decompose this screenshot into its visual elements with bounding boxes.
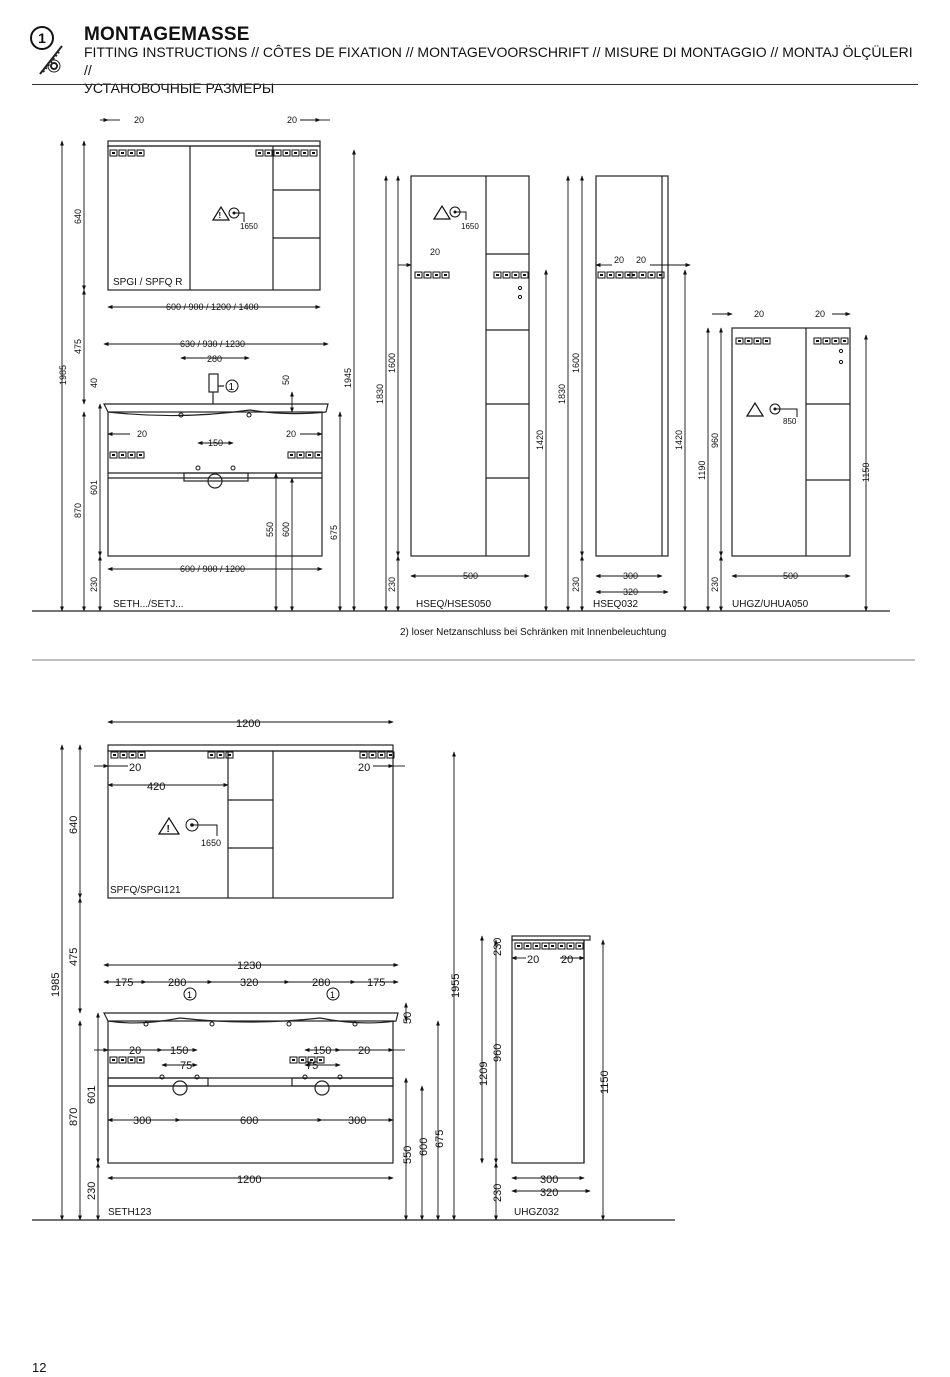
dim-text: 20	[358, 1045, 371, 1057]
dim-text: 600 / 900 / 1200 / 1400	[166, 302, 259, 312]
dim-text: 1420	[674, 429, 684, 450]
cabinet-label: SPFQ/SPGI121	[110, 885, 181, 896]
dim-text: 320	[240, 977, 259, 989]
dim-text: 20	[561, 954, 574, 966]
dim-text: 601	[86, 1085, 98, 1104]
mirror-cabinet-1200-outline	[108, 751, 393, 898]
mid-cabinet-outline	[732, 328, 850, 556]
dim-text: 870	[73, 502, 83, 518]
dim-text: 20	[129, 762, 142, 774]
dim-text: 1200	[237, 1174, 262, 1186]
dim-text: 40	[89, 377, 99, 388]
dim-text: 20	[137, 429, 148, 439]
dim-text: 500	[463, 571, 479, 581]
svg-text:!: !	[166, 824, 170, 835]
dim-text: 600	[281, 521, 291, 537]
dim-text: 1190	[697, 460, 707, 480]
dim-text: 550	[402, 1145, 414, 1164]
dim-text: 1985	[58, 364, 68, 385]
dim-text: 300	[623, 571, 639, 581]
dim-text: 175	[367, 977, 386, 989]
dim-text: 420	[147, 781, 166, 793]
cabinet-label: HSEQ/HSES050	[416, 599, 492, 610]
dim-text: 1985	[50, 972, 62, 997]
dim-text: 75	[180, 1060, 193, 1072]
dim-text: 1209	[478, 1061, 490, 1086]
vanity-basin	[104, 404, 328, 416]
vanity-unit-1200-outline	[108, 1021, 393, 1163]
dim-text: 150	[170, 1045, 189, 1057]
dim-text: 20	[614, 255, 625, 265]
dim-text: 850	[783, 417, 797, 426]
dim-text: 20	[358, 762, 371, 774]
dim-text: 50	[281, 374, 291, 385]
svg-text:!: !	[218, 211, 222, 220]
dim-text: 1830	[375, 383, 385, 404]
dim-text: 20	[527, 954, 540, 966]
dim-text: 475	[73, 338, 83, 354]
dim-text: 20	[636, 255, 647, 265]
cabinet-label: UHGZ/UHUA050	[732, 599, 809, 610]
electrical-warning-icon	[213, 207, 244, 222]
cabinet-label: SETH.../SETJ...	[113, 599, 184, 610]
dim-text: 20	[815, 309, 826, 319]
page-number: 12	[32, 1360, 47, 1375]
cabinet-label: UHGZ032	[514, 1207, 560, 1218]
dim-text: 600 / 900 / 1200	[180, 564, 246, 574]
step-number-badge: 1	[30, 26, 54, 50]
svg-text:1: 1	[330, 990, 336, 1000]
dim-text: 870	[68, 1107, 80, 1126]
subtitle-line-2: УСТАНОВОЧНЫЕ РАЗМЕРЫ	[84, 80, 275, 96]
dim-text: 1600	[387, 352, 397, 373]
cabinet-label: SETH123	[108, 1207, 152, 1218]
dim-text: 280	[312, 977, 331, 989]
page-title: MONTAGEMASSE	[84, 24, 250, 45]
dim-text: 230	[492, 1183, 504, 1202]
cabinet-label: SPGI / SPFQ R	[113, 277, 183, 288]
footnote: 2) loser Netzanschluss bei Schränken mit Innenbeleuchtung	[400, 627, 667, 638]
dim-text: 230	[387, 576, 397, 592]
dim-text: 300	[540, 1174, 559, 1186]
dim-text: 1955	[450, 973, 462, 998]
dim-text: 280	[207, 354, 223, 364]
dim-text: 675	[434, 1129, 446, 1148]
svg-text:1: 1	[228, 382, 235, 393]
dim-text: 20	[287, 115, 298, 125]
dim-text: 960	[492, 1043, 504, 1062]
dim-text: 50	[402, 1011, 414, 1024]
dim-text: 230	[86, 1181, 98, 1200]
dim-text: 20	[754, 309, 765, 319]
tall-cabinet-2-outline	[596, 176, 668, 556]
dim-text: 320	[623, 587, 639, 597]
dim-text: 20	[129, 1045, 142, 1057]
dim-text: 640	[73, 208, 83, 224]
tall-cabinet-1-outline	[411, 176, 529, 556]
mirror-cabinet-top	[108, 141, 320, 146]
dim-text: 150	[313, 1045, 332, 1057]
dim-text: 1200	[236, 718, 261, 730]
dim-text: 1650	[201, 838, 222, 848]
dim-text: 475	[68, 947, 80, 966]
dim-text: 20	[286, 429, 297, 439]
dim-text: 630 / 930 / 1230	[180, 339, 246, 349]
cabinet-label: HSEQ032	[593, 599, 639, 610]
dim-text: 1650	[240, 222, 258, 231]
dim-text: 601	[89, 479, 99, 495]
dim-text: 230	[89, 576, 99, 592]
dim-text: 675	[329, 524, 339, 540]
dim-text: 230	[571, 576, 581, 592]
dim-text: 550	[265, 521, 275, 537]
dim-text: 230	[710, 576, 720, 592]
svg-text:1: 1	[187, 990, 193, 1000]
dim-text: 280	[168, 977, 187, 989]
mid-cabinet-320-outline	[512, 940, 584, 1163]
dim-text: 600	[418, 1137, 430, 1156]
dim-text: 230	[492, 937, 504, 956]
dim-text: 20	[134, 115, 145, 125]
dim-text: 150	[208, 438, 224, 448]
dim-text: 75	[306, 1060, 319, 1072]
dim-text: 1650	[461, 222, 479, 231]
dim-text: 500	[783, 571, 799, 581]
dim-text: 20	[430, 247, 441, 257]
subtitle-line-1: FITTING INSTRUCTIONS // CÔTES DE FIXATION // MONTAGEVOORSCHRIFT // MISURE DI MONTAGGIO // MONTAJ ÖLÇÜLERI //	[84, 44, 913, 78]
dim-text: 1150	[861, 462, 871, 482]
dim-text: 300	[133, 1115, 152, 1127]
dim-text: 600	[240, 1115, 259, 1127]
dim-text: 1420	[535, 429, 545, 450]
dim-text: 1230	[237, 960, 262, 972]
hinge-icon	[110, 150, 144, 156]
dim-text: 1945	[343, 367, 353, 388]
tap-icon	[209, 374, 218, 392]
dim-text: 300	[348, 1115, 367, 1127]
dim-text: 1150	[599, 1070, 611, 1094]
dim-text: 175	[115, 977, 134, 989]
dim-text: 1600	[571, 352, 581, 373]
dim-text: 960	[710, 432, 720, 448]
dim-text: 320	[540, 1187, 559, 1199]
dim-text: 640	[68, 815, 80, 834]
dim-text: 1830	[557, 383, 567, 404]
